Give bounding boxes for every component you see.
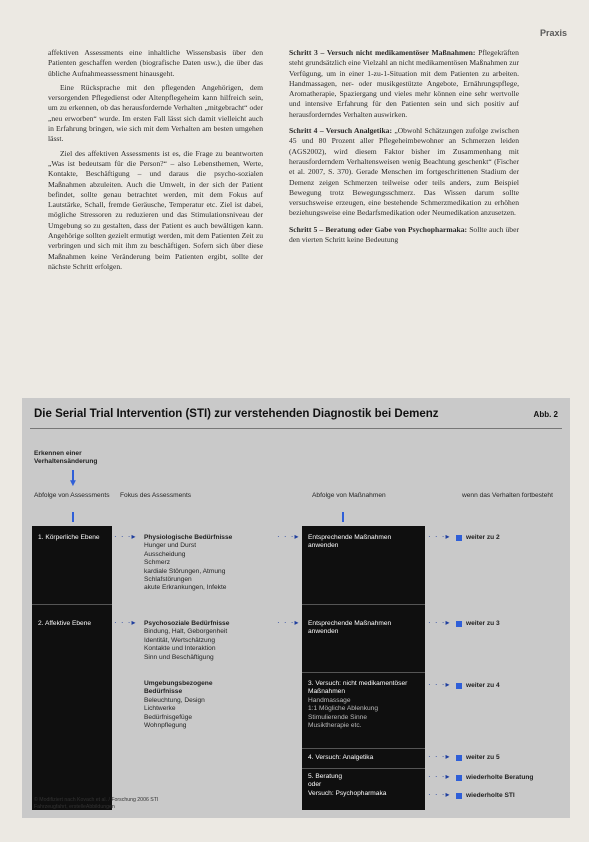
focus-item: Schmerz [144,559,171,567]
paragraph [289,225,519,246]
figure-title: Die Serial Trial Intervention (STI) zur verstehenden Diagnostik bei Demenz [34,408,439,420]
step-3-item: 1:1 Mögliche Ablenkung [308,705,379,713]
step-3-item: Handmassage [308,696,351,704]
measure-1: Entsprechende Maßnahmen anwenden [308,534,392,550]
arrow-right-icon: · · ·▸ [114,618,137,627]
next-5a: wiederholte Beratung [466,774,534,781]
col-header-focus: Fokus des Assessments [120,492,192,499]
divider [32,604,112,605]
col-header-persist: wenn das Verhalten fortbesteht [462,492,553,499]
level-1-label: 1. Körperliche Ebene [38,534,100,541]
figure-footer [34,797,158,810]
bullet-icon [456,535,462,541]
env-item: Wohnpflegung [144,722,187,730]
step-5 [308,773,420,798]
next-2: weiter zu 3 [466,620,500,627]
next-1: weiter zu 2 [466,534,500,541]
focus-2 [144,620,294,662]
focus-item: Schlafstörungen [144,576,192,584]
bullet-icon [456,621,462,627]
divider [302,748,425,749]
step-3 [308,680,420,730]
arrow-right-icon: · · ·▸ [428,680,451,689]
arrow-down-icon: ▼ [68,478,78,489]
bullet-icon [456,775,462,781]
step-3-title: 3. Versuch: nicht medikamentöser Maßnahmen [308,680,408,696]
footer-line: © Modifiziert nach Kovach et al. / Forschung 2006 STI [34,797,159,803]
arrow-right-icon: · · ·▸ [114,532,137,541]
step-lead: Schritt 5 – Beratung oder Gabe von Psychopharmaka: [289,224,468,234]
env-item: Beleuchtung, Design [144,696,205,704]
focus-item: Hunger und Durst [144,542,197,550]
arrow-line [342,512,344,522]
env-title: Umgebungsbezogene Bedürfnisse [144,680,213,696]
focus-title: Physiologische Bedürfnisse [144,534,233,541]
focus-item: Ausscheidung [144,550,186,558]
env-item: Lichtwerke [144,705,176,713]
arrow-right-icon: · · ·▸ [428,790,451,799]
col-header-measures: Abfolge von Maßnahmen [312,492,386,499]
step-text: „Obwohl Schätzungen zufolge zwischen 45 und 80 Prozent aller Pflegeheimbewohner an Schmerzen leiden (AGS2002), wird diesem Faktor bisher im Zusammenhang mit herausforderndem Verhaltensweisen wenig Beachtung geschenkt“ (Fischer et al. 2007, S. 370). Gerade Menschen im fortgeschrittenen Stadium der Demenz zeigen Schmerzen teilweise oder teils anders, zum Beispiel Bewegung trotz Bewegungsschmerz. Das Wissen darum sollte versuchsweise erzeugen, eine bestehende Schmerzmedikation zu erhöhen beziehungsweise eine Bedarfsmedikation oder Neumedikation anzusetzen. [289,126,519,218]
right-column [289,48,519,249]
focus-title: Psychosoziale Bedürfnisse [144,620,230,627]
focus-item: Identität, Wertschätzung [144,636,215,644]
step-5-or: oder [308,781,322,789]
env-item: Bedürfnisgefüge [144,713,193,721]
divider [30,428,562,429]
start-label: Erkennen einer Verhaltensänderung [34,450,98,466]
paragraph [289,48,519,120]
paragraph: Eine Rücksprache mit den pflegenden Angehörigen, dem versorgenden Pflegedienst oder Altenpflegeheim kann hilfreich sein, um zu erkennen, ob das herausfordernde Verhalten „mitgebracht“ oder „neu erworben“ wurde. Im ersten Fall lässt sich damit vielleicht auch in Erfahrung bringen, wie sich mit dem Verhalten am besten umgehen lässt. [48,82,263,144]
col-header-assessments: Abfolge von Assessments [34,492,110,499]
bullet-icon [456,793,462,799]
arrow-right-icon: · · ·▸ [428,618,451,627]
step-lead: Schritt 4 – Versuch Analgetika: [289,126,392,136]
arrow-right-icon: · · ·▸ [428,752,451,761]
next-5b: wiederholte STI [466,792,515,799]
left-column [48,48,263,276]
bullet-icon [456,755,462,761]
focus-item: Kontakte und Interaktion [144,645,216,653]
env-needs [144,680,294,730]
arrow-line [72,512,74,522]
focus-item: akute Erkrankungen, Infekte [144,584,227,592]
step-4: 4. Versuch: Analgetika [308,754,374,761]
assessment-box [32,526,112,810]
arrow-right-icon: · · ·▸ [428,532,451,541]
arrow-right-icon: · · ·▸ [428,772,451,781]
level-2-label: 2. Affektive Ebene [38,620,92,627]
step-text: Pflegekräften steht grundsätzlich eine Vielzahl an nicht medikamentösen Maßnahmen zur Verfügung, um in einer 1-zu-1-Situation mit dem Patienten zu arbeiten. Handmassagen, ner- oder musikgestützte Angebote, Ernährungspflege, Aromatherapie, Spaziergang und vieles mehr können eine sehr wertvolle und intensive Erfahrung für den Patienten sein und sich positiv auf herausforderndes Verhalten auswirken. [289,48,519,119]
focus-item: Sinn und Beschäftigung [144,653,214,661]
step-5-title: 5. Beratung [308,773,343,780]
paragraph: Ziel des affektiven Assessments ist es, die Frage zu beantworten „Was ist bedeutsam für die Person?“ – also Lebensthemen, Werte, Kontakte, Beschäftigung – und daraus die psycho-sozialen Maßnahmen abzuleiten. Auch die Umwelt, in der sich der Patient befindet, sollte genau betrachtet werden, mit dem Fokus auf Lautstärke, Schall, fremde Geräusche, Temperatur etc. Ziel ist dabei, mögliche Stressoren zu reduzieren und das Stimulationsniveau der Umgebung so zu gestalten, dass der Patient es auch bewältigen kann. Angehörige sollten gezielt ermutigt werden, mit dem Patienten Zeit zu verbringen und sich mit ihm zu beschäftigen. Sofern sich über diese Maßnahmen keine Veränderung beim Patienten ergibt, sollte der nächste Schritt erfolgen. [48,148,263,271]
step-3-item: Musiktherapie etc. [308,722,362,730]
sti-figure [22,398,570,818]
figure-label: Abb. 2 [533,410,558,419]
step-lead: Schritt 3 – Versuch nicht medikamentöser Maßnahmen: [289,48,476,57]
focus-item: Bindung, Halt, Geborgenheit [144,628,228,636]
arrow-right-icon: · · ·▸ [277,532,300,541]
divider [302,604,425,605]
step-text: Sollte auch über den vierten Schritt keine Bedeutung [289,224,520,245]
paragraph [289,126,519,219]
footer-line: Fahrzeugfahrt, erstelleAbbildungen [34,803,115,810]
measure-2: Entsprechende Maßnahmen anwenden [308,620,392,636]
next-4: weiter zu 5 [466,754,500,761]
divider [302,672,425,673]
bullet-icon [456,683,462,689]
step-5-alt: Versuch: Psychopharmaka [308,789,387,797]
arrow-right-icon: · · ·▸ [277,618,300,627]
divider [302,768,425,769]
section-header: Praxis [539,28,567,38]
focus-1 [144,534,294,593]
step-3-item: Stimulierende Sinne [308,713,368,721]
next-3: weiter zu 4 [466,682,500,689]
focus-item: kardiale Störungen, Atmung [144,567,226,575]
paragraph: affektiven Assessments eine inhaltliche Wissensbasis über den Patienten geschaffen werden (biografische Daten usw.), die über das übliche Aufnahmeassessment hinausgeht. [48,48,263,78]
